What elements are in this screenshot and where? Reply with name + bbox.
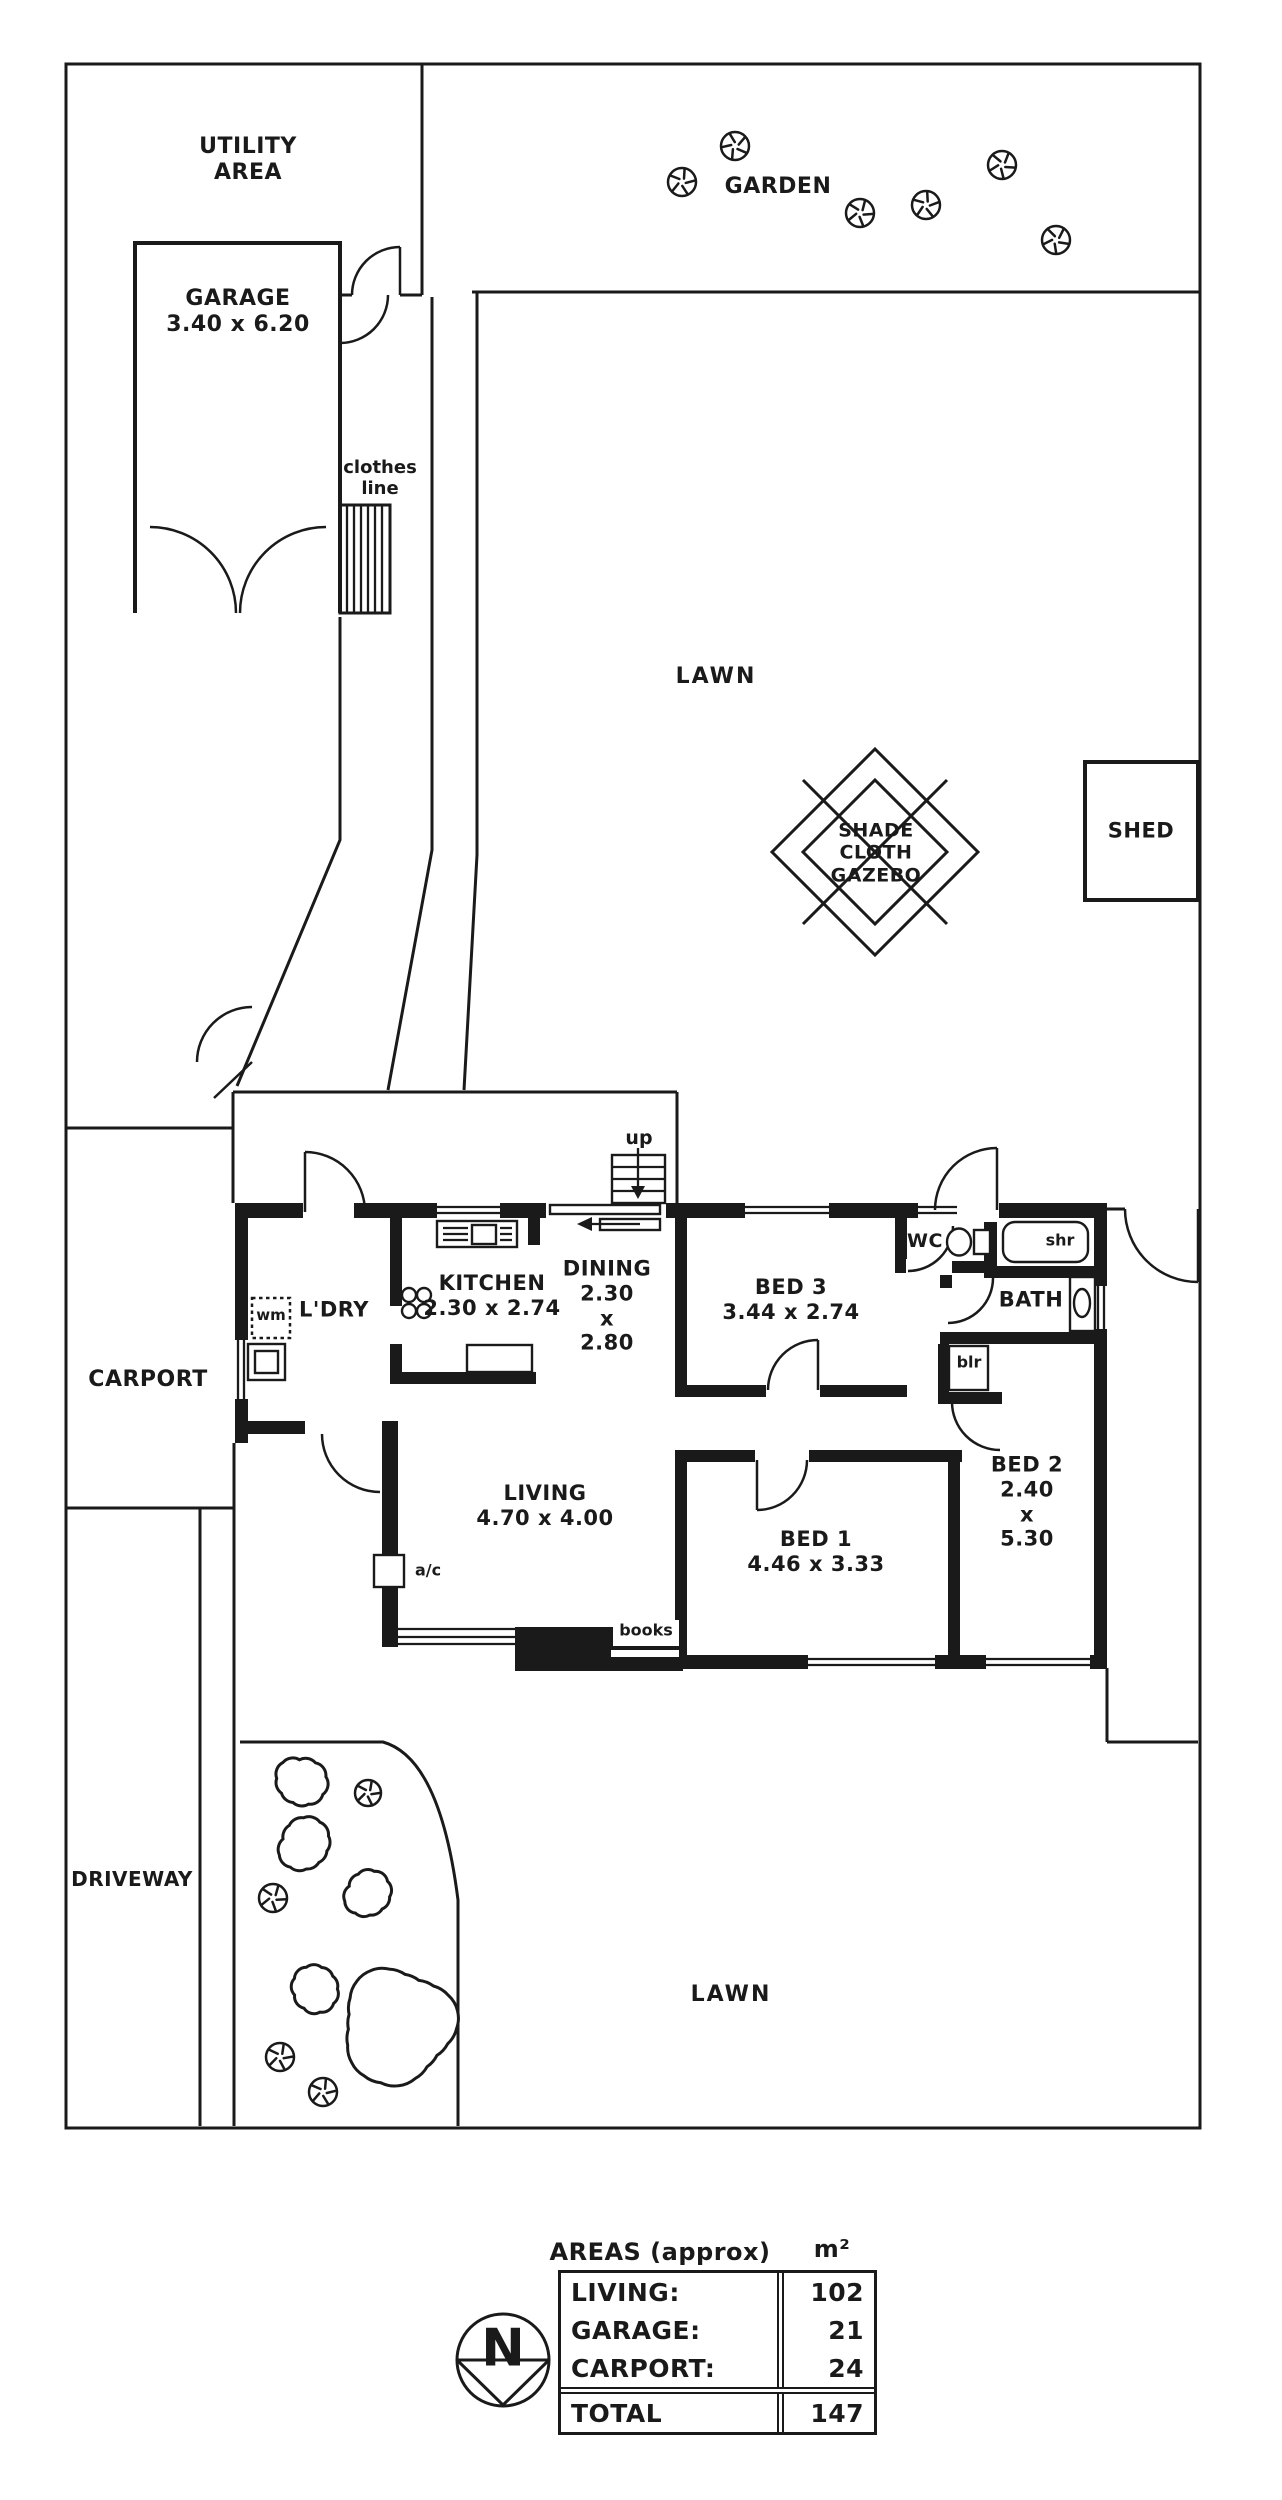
shrub-icon <box>668 168 696 196</box>
area-label-garden: GARDEN <box>724 174 832 200</box>
tree-icon <box>276 1758 328 1806</box>
room-label-laundry: L'DRY <box>299 1297 369 1322</box>
shrub-icon <box>309 2078 337 2106</box>
room-label-garage: GARAGE 3.40 x 6.20 <box>166 286 310 337</box>
tree-icon <box>278 1817 330 1871</box>
door-living <box>322 1434 380 1492</box>
carport-driveway-lines <box>66 1128 234 2126</box>
tree-icon <box>291 1965 338 2014</box>
room-label-kitchen: KITCHEN 2.30 x 2.74 <box>423 1271 561 1320</box>
label-boiler: blr <box>956 1352 982 1372</box>
site-boundary <box>66 64 1200 2128</box>
areas-table <box>558 2270 877 2435</box>
front-fences <box>1107 1668 1198 1742</box>
window-bed3 <box>745 1201 829 1220</box>
sink-icon <box>437 1221 517 1247</box>
areas-row-label: GARAGE: <box>571 2315 701 2345</box>
areas-row-carport <box>561 2349 874 2387</box>
stairs-icon <box>612 1148 665 1203</box>
label-ac: a/c <box>414 1560 442 1580</box>
label-wm: wm <box>256 1306 286 1325</box>
door-bath <box>948 1278 993 1323</box>
shrub-icon <box>988 151 1016 179</box>
areas-row-value: 21 <box>777 2311 874 2349</box>
area-label-driveway: DRIVEWAY <box>71 1867 193 1892</box>
side-gate <box>1107 1209 1198 1282</box>
room-label-dining: DINING 2.30 x 2.80 <box>562 1256 652 1355</box>
door-bed1 <box>757 1460 807 1510</box>
room-label-bath: BATH <box>998 1287 1064 1312</box>
areas-row-garage <box>561 2311 874 2349</box>
laundry-tub-icon <box>248 1344 285 1380</box>
window-bed2 <box>986 1653 1090 1671</box>
label-shed: SHED <box>1107 818 1175 843</box>
label-books: books <box>619 1620 673 1640</box>
compass-north-label: N <box>481 2318 525 2379</box>
kitchen-bench-icon <box>467 1345 532 1372</box>
areas-row-living <box>561 2273 874 2311</box>
door-bed2 <box>952 1402 1000 1450</box>
tree-icon <box>347 1968 459 2086</box>
front-garden-trees <box>259 1758 458 2106</box>
label-clothes-line: clothes line <box>343 456 417 499</box>
areas-row-value: 102 <box>777 2273 874 2311</box>
door-bed3 <box>768 1340 818 1390</box>
area-label-utility: UTILITY AREA <box>199 134 297 185</box>
room-label-living: LIVING 4.70 x 4.00 <box>476 1481 614 1530</box>
house-exterior-walls <box>235 1203 1107 1671</box>
ac-unit-icon <box>374 1555 404 1587</box>
label-shower: shr <box>1045 1230 1075 1250</box>
window-hall <box>918 1201 957 1220</box>
tree-icon <box>344 1870 392 1917</box>
bathtub-icon <box>1070 1277 1095 1331</box>
areas-table-title: AREAS (approx) <box>549 2238 771 2266</box>
window-living <box>398 1629 517 1644</box>
shrub-icon <box>1042 226 1070 254</box>
porch <box>233 1092 677 1203</box>
path-gate-door <box>197 1007 252 1098</box>
room-label-wc: WC <box>907 1229 943 1252</box>
label-stairs-up: up <box>625 1126 653 1149</box>
label-gazebo: SHADE CLOTH GAZEBO <box>830 819 922 887</box>
clothes-line-icon <box>340 505 390 613</box>
room-label-bed3: BED 3 3.44 x 2.74 <box>722 1275 860 1324</box>
shrub-icon <box>266 2043 294 2071</box>
areas-table-unit: m² <box>813 2235 851 2263</box>
areas-row-value: 24 <box>777 2349 874 2387</box>
area-label-lawn-front: LAWN <box>690 1982 772 2008</box>
areas-row-label: LIVING: <box>571 2277 680 2307</box>
shrub-icon <box>259 1884 287 1912</box>
shrub-icon <box>846 199 874 227</box>
yard-fences <box>340 64 1200 1090</box>
shrub-icon <box>721 132 749 160</box>
areas-row-label: TOTAL <box>571 2398 663 2428</box>
window-kitchen <box>437 1201 500 1220</box>
toilet-icon <box>947 1229 990 1256</box>
room-label-bed2: BED 2 2.40 x 5.30 <box>990 1452 1064 1551</box>
areas-row-label: CARPORT: <box>571 2353 716 2383</box>
areas-row-total <box>561 2387 874 2432</box>
room-label-bed1: BED 1 4.46 x 3.33 <box>747 1527 885 1576</box>
area-label-lawn-rear: LAWN <box>675 664 757 690</box>
shrub-icon <box>912 191 940 219</box>
shrub-icon <box>355 1780 381 1806</box>
area-label-carport: CARPORT <box>88 1367 208 1393</box>
garden-path <box>237 297 432 1090</box>
window-bed1 <box>808 1653 935 1671</box>
areas-row-value: 147 <box>777 2394 874 2432</box>
